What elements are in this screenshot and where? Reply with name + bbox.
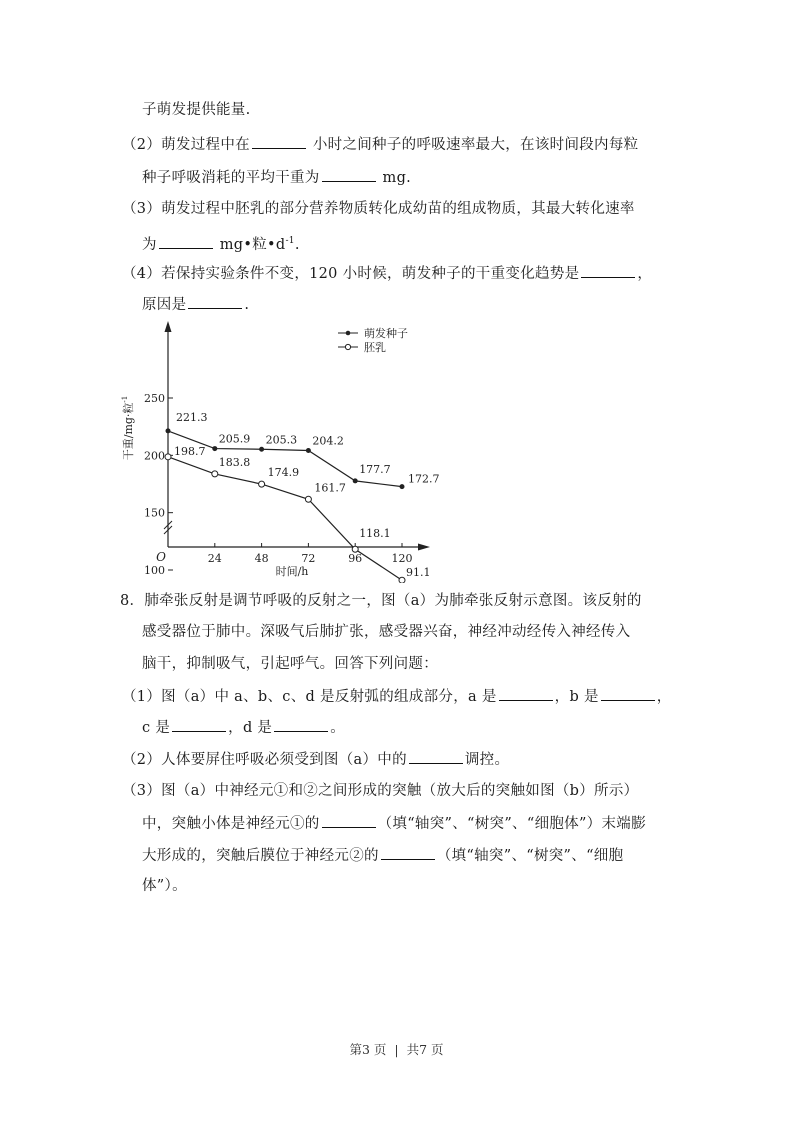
x-tick-label: 72 — [301, 552, 316, 565]
data-label: 161.7 — [314, 481, 346, 495]
q8-p1-prefix: （1）图（a）中 a、b、c、d 是反射弧的组成部分，a 是 — [122, 689, 497, 705]
q7-part4-line2 — [142, 294, 249, 315]
answer-blank-q8-1d[interactable] — [274, 717, 328, 732]
q7-continuation: 子萌发提供能量. — [142, 102, 251, 118]
q7-p4-prefix: （4）若保持实验条件不变，120 小时候，萌发种子的干重变化趋势是 — [122, 266, 580, 282]
data-label: 183.8 — [218, 455, 251, 469]
data-label: 205.3 — [265, 433, 298, 447]
q8-part2 — [122, 749, 509, 770]
data-label: 204.2 — [312, 434, 344, 448]
answer-blank-q8-1b[interactable] — [601, 686, 655, 701]
q8-p1-line2-end: 。 — [330, 720, 346, 736]
legend-label: 萌发种子 — [364, 327, 408, 340]
data-label: 205.9 — [218, 432, 251, 446]
legend-marker-filled — [346, 331, 351, 336]
q7-p2-line2-prefix: 种子呼吸消耗的平均干重为 — [142, 170, 320, 186]
answer-blank-q8-1a[interactable] — [499, 686, 553, 701]
q8-intro-line3: 脑干，抑制吸气，引起呼气。回答下列问题： — [142, 656, 438, 672]
q7-part3-line1: （3）萌发过程中胚乳的部分营养物质转化成幼苗的组成物质，其最大转化速率 — [122, 201, 635, 217]
answer-blank-q7-2a[interactable] — [252, 134, 306, 149]
y-tick-label: 100 — [144, 564, 165, 577]
q8-part1-line1 — [122, 686, 672, 707]
q7-part4-line1 — [122, 263, 652, 284]
y-axis-label-exp: -1 — [121, 395, 129, 403]
data-point-endosperm — [259, 481, 265, 487]
q8-p1-end: ， — [656, 689, 672, 705]
x-tick-label: 24 — [207, 552, 222, 565]
x-tick-label: 48 — [254, 552, 269, 565]
data-point-endosperm — [399, 577, 405, 583]
q7-p2-mid: 小时之间种子的呼吸速率最大，在该时间段内每粒 — [307, 137, 639, 153]
q7-p3-unit: mg•粒•d — [214, 236, 286, 253]
data-point-endosperm — [352, 546, 358, 552]
q8-p3-line2-prefix: 中，突触小体是神经元①的 — [142, 816, 320, 832]
q8-part3-line2 — [142, 813, 646, 834]
data-point-seed — [212, 446, 217, 451]
q7-p4-suffix: ， — [637, 266, 653, 282]
data-point-seed — [306, 448, 311, 453]
answer-blank-q7-4a[interactable] — [581, 263, 635, 278]
answer-blank-q7-2b[interactable] — [322, 167, 376, 182]
y-tick-label: 150 — [144, 506, 165, 520]
answer-blank-q7-3[interactable] — [159, 234, 213, 249]
q8-intro-line2: 感受器位于肺中。深吸气后肺扩张，感受器兴奋，神经冲动经传入神经传入 — [142, 624, 631, 640]
footer-separator: | — [394, 1042, 399, 1057]
q7-p4-line2-suffix: . — [244, 297, 250, 313]
data-point-seed — [259, 447, 264, 452]
data-label: 221.3 — [176, 410, 208, 424]
q7-p3-end: . — [294, 236, 300, 253]
q7-p2-prefix: （2）萌发过程中在 — [122, 137, 250, 153]
answer-blank-q8-2[interactable] — [409, 749, 463, 764]
y-axis-arrow — [165, 321, 172, 332]
data-point-seed — [400, 484, 405, 489]
q7-part2-line1 — [122, 134, 638, 155]
x-axis-label: 时间/h — [275, 565, 309, 578]
q8-p1-mid: ，b 是 — [554, 689, 599, 705]
q8-p3-line3-suffix: （填“轴突”、“树突”、“细胞 — [436, 848, 624, 864]
q8-p2-suffix: 调控。 — [464, 752, 510, 768]
data-point-endosperm — [305, 496, 311, 502]
y-axis-label-text: 干重/mg·粒 — [122, 402, 135, 461]
x-tick-label: 120 — [391, 552, 413, 565]
chart-legend — [338, 326, 408, 354]
page-number: 第3 页 — [349, 1042, 387, 1057]
y-tick-label: 250 — [144, 392, 165, 405]
data-label: 198.7 — [174, 444, 206, 458]
data-point-seed — [353, 478, 358, 483]
data-label: 177.7 — [359, 462, 391, 476]
q7-part3-line2 — [142, 231, 300, 255]
y-axis-label — [121, 396, 135, 461]
data-label: 118.1 — [359, 527, 391, 541]
x-axis-arrow — [418, 544, 430, 551]
q7-part2-line2 — [142, 167, 411, 188]
q8-part3-line3 — [142, 845, 623, 866]
q7-p2-line2-suffix: mg. — [377, 170, 412, 186]
data-label: 174.9 — [267, 466, 300, 480]
q8-part1-line2 — [142, 717, 345, 738]
q8-p3-line2-suffix: （填“轴突”、“树突”、“细胞体”）末端膨 — [377, 816, 646, 832]
data-point-seed — [166, 428, 171, 433]
answer-blank-q8-3b[interactable] — [381, 845, 435, 860]
answer-blank-q7-4b[interactable] — [188, 294, 242, 309]
answer-blank-q8-3a[interactable] — [322, 813, 376, 828]
answer-blank-q8-1c[interactable] — [172, 717, 226, 732]
q7-p4-line2-prefix: 原因是 — [142, 297, 187, 313]
data-point-endosperm — [212, 471, 218, 477]
q7-p3-exp: -1 — [285, 236, 295, 246]
dry-weight-line-chart — [110, 318, 440, 583]
q8-p1-d: ，d 是 — [228, 720, 273, 736]
q8-part3-line1: （3）图（a）中神经元①和②之间形成的突触（放大后的突触如图（b）所示） — [122, 783, 639, 799]
y-tick-label: 200 — [144, 449, 165, 463]
q7-p3-line2-prefix: 为 — [142, 236, 157, 253]
x-tick-label: 96 — [348, 552, 363, 565]
data-label: 91.1 — [406, 566, 431, 580]
legend-marker-open — [345, 344, 350, 349]
q8-p1-c: c 是 — [142, 720, 171, 736]
page-total: 共7 页 — [406, 1042, 444, 1057]
origin-label: O — [156, 550, 166, 564]
q8-p3-line3-prefix: 大形成的，突触后膜位于神经元②的 — [142, 848, 379, 864]
q8-intro-line1: 8．肺牵张反射是调节呼吸的反射之一，图（a）为肺牵张反射示意图。该反射的 — [120, 593, 642, 609]
legend-label: 胚乳 — [364, 341, 386, 354]
data-label: 172.7 — [408, 472, 440, 486]
q8-part3-line4: 体”）。 — [142, 878, 187, 894]
page-footer — [0, 1040, 793, 1058]
q8-p2-prefix: （2）人体要屏住呼吸必须受到图（a）中的 — [122, 752, 407, 768]
data-point-endosperm — [165, 454, 171, 460]
